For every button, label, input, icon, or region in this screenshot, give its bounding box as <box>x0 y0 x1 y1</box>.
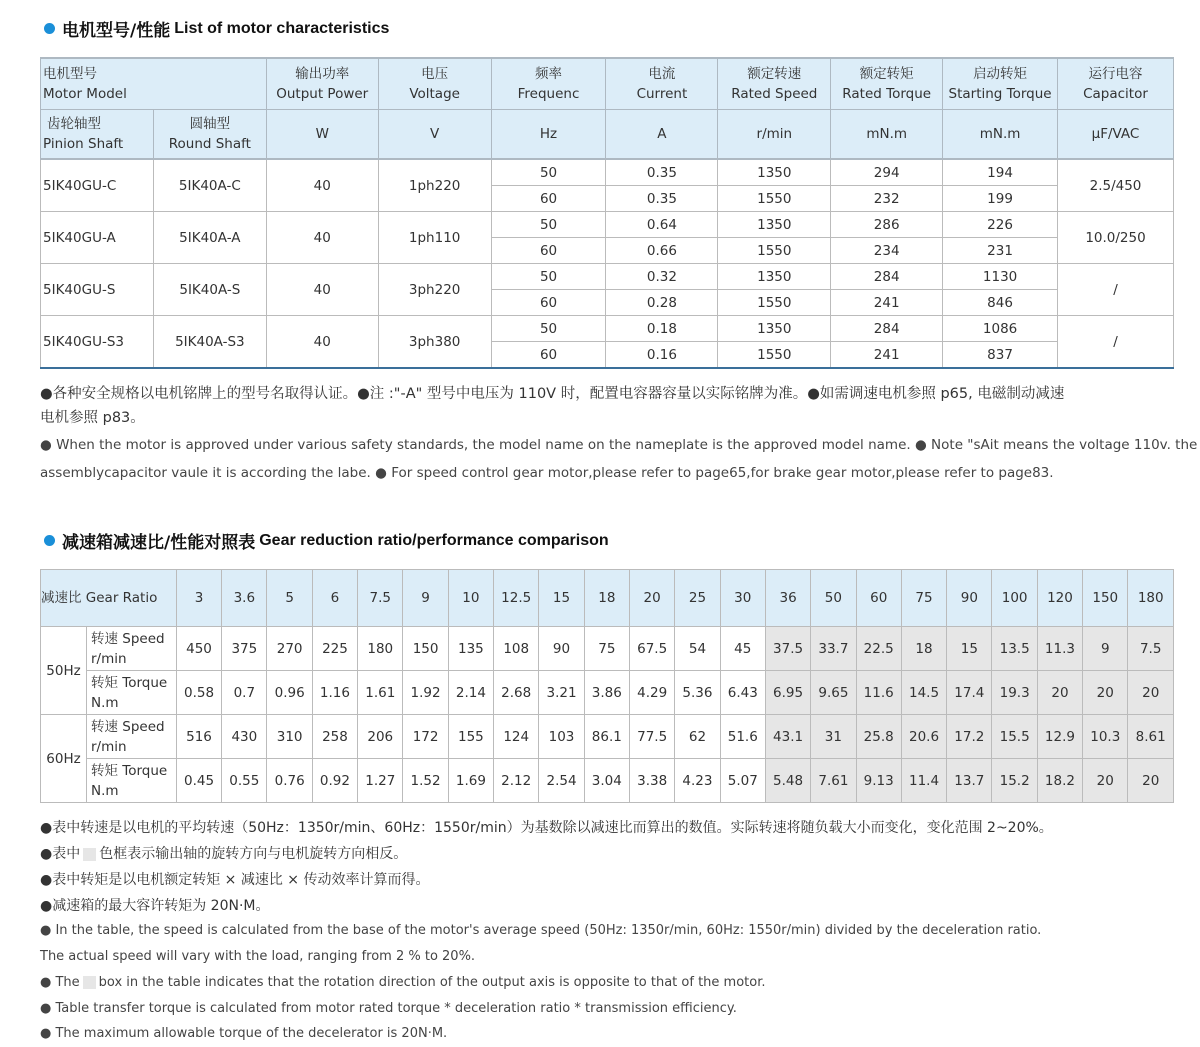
ratio-cell: 3 <box>176 570 221 627</box>
bullet-icon <box>44 535 55 546</box>
speed-value-cell: 13.5 <box>992 627 1037 671</box>
header-output-power: 输出功率 Output Power <box>266 58 378 110</box>
speed-value-cell: 15.5 <box>992 715 1037 759</box>
torque-value-cell: 3.86 <box>584 671 629 715</box>
note2-en-5: ● The maximum allowable torque of the decelerator is 20N·M. <box>40 1026 448 1041</box>
motor-characteristics-table <box>40 57 1174 369</box>
unit-hz: Hz <box>491 110 606 160</box>
unit-v: V <box>378 110 491 160</box>
gear-ratio-table <box>40 569 1174 803</box>
ratio-cell: 180 <box>1128 570 1174 627</box>
torque-value-cell: 14.5 <box>901 671 946 715</box>
torque-value-cell: 4.29 <box>629 671 674 715</box>
torque-value-cell: 6.43 <box>720 671 765 715</box>
cell-freq: 50 <box>491 316 606 342</box>
speed-value-cell: 25.8 <box>856 715 901 759</box>
cell-speed: 1350 <box>718 212 831 238</box>
ratio-cell: 75 <box>901 570 946 627</box>
speed-value-cell: 150 <box>403 627 448 671</box>
speed-value-cell: 31 <box>811 715 856 759</box>
ratio-cell: 5 <box>267 570 312 627</box>
torque-label: 转矩 Torque N.m <box>86 671 176 715</box>
model-voltage: 3ph380 <box>378 316 491 369</box>
speed-value-cell: 90 <box>539 627 584 671</box>
header-round-shaft: 圆轴型 Round Shaft <box>153 110 266 160</box>
model-power: 40 <box>266 159 378 212</box>
cell-current: 0.35 <box>606 159 718 186</box>
model-round: 5IK40A-A <box>153 212 266 264</box>
speed-value-cell: 108 <box>494 627 539 671</box>
model-pinion: 5IK40GU-C <box>41 159 154 212</box>
speed-value-cell: 20.6 <box>901 715 946 759</box>
torque-value-cell: 0.92 <box>312 759 357 803</box>
cell-speed: 1550 <box>718 186 831 212</box>
note-en-1: ● When the motor is approved under various safety standards, the model name on the nameplate is the approved model name. ● Note "sAit means the voltage 110v. the <box>40 437 1198 453</box>
cell-start: 231 <box>943 238 1058 264</box>
unit-mnm: mN.m <box>831 110 943 160</box>
torque-value-cell: 3.21 <box>539 671 584 715</box>
speed-value-cell: 22.5 <box>856 627 901 671</box>
cell-start: 846 <box>943 290 1058 316</box>
speed-value-cell: 180 <box>358 627 403 671</box>
torque-value-cell: 20 <box>1083 671 1128 715</box>
torque-value-cell: 20 <box>1128 759 1174 803</box>
torque-value-cell: 19.3 <box>992 671 1037 715</box>
speed-value-cell: 7.5 <box>1128 627 1174 671</box>
torque-value-cell: 2.68 <box>494 671 539 715</box>
model-round: 5IK40A-S <box>153 264 266 316</box>
model-round: 5IK40A-C <box>153 159 266 212</box>
model-power: 40 <box>266 264 378 316</box>
ratio-cell: 10 <box>448 570 493 627</box>
note2-en-3: ● The box in the table indicates that the rotation direction of the output axis is opposite to that of the motor. <box>40 975 766 990</box>
model-power: 40 <box>266 316 378 369</box>
speed-value-cell: 33.7 <box>811 627 856 671</box>
torque-value-cell: 1.61 <box>358 671 403 715</box>
ratio-cell: 100 <box>992 570 1037 627</box>
speed-value-cell: 10.3 <box>1083 715 1128 759</box>
ratio-cell: 15 <box>539 570 584 627</box>
model-pinion: 5IK40GU-S3 <box>41 316 154 369</box>
note-cn-2: 电机参照 p83。 <box>40 410 145 426</box>
cell-start: 199 <box>943 186 1058 212</box>
torque-value-cell: 0.7 <box>222 671 267 715</box>
ratio-cell: 18 <box>584 570 629 627</box>
torque-value-cell: 0.45 <box>176 759 221 803</box>
speed-value-cell: 270 <box>267 627 312 671</box>
torque-value-cell: 1.16 <box>312 671 357 715</box>
ratio-cell: 90 <box>947 570 992 627</box>
speed-value-cell: 206 <box>358 715 403 759</box>
section2-title-cn: 减速箱减速比/性能对照表 <box>62 533 256 553</box>
note2-en-4: ● Table transfer torque is calculated from motor rated torque * deceleration ratio * transmission efficiency. <box>40 1001 737 1016</box>
note2-cn-2: ●表中 色框表示输出轴的旋转方向与电机旋转方向相反。 <box>40 846 408 862</box>
model-capacitor: / <box>1058 264 1174 316</box>
bullet-icon <box>44 23 55 34</box>
speed-value-cell: 430 <box>222 715 267 759</box>
speed-value-cell: 12.9 <box>1037 715 1082 759</box>
torque-value-cell: 3.38 <box>629 759 674 803</box>
note2-cn-3: ●表中转矩是以电机额定转矩 × 减速比 × 传动效率计算而得。 <box>40 872 430 888</box>
note-cn-1: ●各种安全规格以电机铭牌上的型号名取得认证。●注 :"-A" 型号中电压为 110V 时，配置电容器容量以实际铭牌为准。●如需调速电机参照 p65, 电磁制动减速 <box>40 386 1065 402</box>
speed-value-cell: 135 <box>448 627 493 671</box>
speed-value-cell: 37.5 <box>765 627 810 671</box>
speed-value-cell: 258 <box>312 715 357 759</box>
speed-value-cell: 15 <box>947 627 992 671</box>
torque-value-cell: 0.58 <box>176 671 221 715</box>
torque-value-cell: 1.52 <box>403 759 448 803</box>
header-current: 电流 Current <box>606 58 718 110</box>
torque-value-cell: 0.96 <box>267 671 312 715</box>
ratio-cell: 6 <box>312 570 357 627</box>
cell-freq: 50 <box>491 264 606 290</box>
shade-box-icon <box>83 976 96 989</box>
ratio-cell: 120 <box>1037 570 1082 627</box>
unit-rpm: r/min <box>718 110 831 160</box>
unit-capacitor: μF/VAC <box>1058 110 1174 160</box>
speed-value-cell: 67.5 <box>629 627 674 671</box>
torque-label: 转矩 Torque N.m <box>86 759 176 803</box>
cell-current: 0.16 <box>606 342 718 369</box>
torque-value-cell: 20 <box>1128 671 1174 715</box>
unit-w: W <box>266 110 378 160</box>
model-voltage: 1ph110 <box>378 212 491 264</box>
speed-value-cell: 43.1 <box>765 715 810 759</box>
torque-value-cell: 1.92 <box>403 671 448 715</box>
ratio-cell: 7.5 <box>358 570 403 627</box>
speed-value-cell: 54 <box>675 627 720 671</box>
ratio-cell: 9 <box>403 570 448 627</box>
speed-value-cell: 155 <box>448 715 493 759</box>
ratio-label: 减速比 Gear Ratio <box>41 570 177 627</box>
model-capacitor: 10.0/250 <box>1058 212 1174 264</box>
cell-speed: 1350 <box>718 159 831 186</box>
speed-value-cell: 450 <box>176 627 221 671</box>
torque-value-cell: 4.23 <box>675 759 720 803</box>
ratio-cell: 50 <box>811 570 856 627</box>
speed-value-cell: 62 <box>675 715 720 759</box>
cell-torque: 286 <box>831 212 943 238</box>
frequency-label: 50Hz <box>41 627 87 715</box>
cell-current: 0.35 <box>606 186 718 212</box>
header-pinion-shaft: 齿轮轴型 Pinion Shaft <box>41 110 154 160</box>
speed-value-cell: 51.6 <box>720 715 765 759</box>
ratio-cell: 20 <box>629 570 674 627</box>
cell-speed: 1550 <box>718 342 831 369</box>
speed-label: 转速 Speed r/min <box>86 627 176 671</box>
cell-current: 0.28 <box>606 290 718 316</box>
torque-value-cell: 5.07 <box>720 759 765 803</box>
model-round: 5IK40A-S3 <box>153 316 266 369</box>
section2-title-en: Gear reduction ratio/performance comparison <box>259 531 609 549</box>
cell-speed: 1550 <box>718 290 831 316</box>
cell-freq: 60 <box>491 238 606 264</box>
unit-mnm-2: mN.m <box>943 110 1058 160</box>
speed-value-cell: 103 <box>539 715 584 759</box>
unit-a: A <box>606 110 718 160</box>
torque-value-cell: 5.48 <box>765 759 810 803</box>
speed-value-cell: 124 <box>494 715 539 759</box>
speed-value-cell: 86.1 <box>584 715 629 759</box>
section1-title-en: List of motor characteristics <box>174 19 390 37</box>
speed-value-cell: 375 <box>222 627 267 671</box>
torque-value-cell: 13.7 <box>947 759 992 803</box>
torque-value-cell: 15.2 <box>992 759 1037 803</box>
speed-value-cell: 75 <box>584 627 629 671</box>
speed-value-cell: 8.61 <box>1128 715 1174 759</box>
model-capacitor: 2.5/450 <box>1058 159 1174 212</box>
torque-value-cell: 2.54 <box>539 759 584 803</box>
speed-value-cell: 516 <box>176 715 221 759</box>
speed-value-cell: 18 <box>901 627 946 671</box>
cell-freq: 60 <box>491 342 606 369</box>
cell-speed: 1550 <box>718 238 831 264</box>
ratio-cell: 150 <box>1083 570 1128 627</box>
model-voltage: 3ph220 <box>378 264 491 316</box>
note2-en-2: The actual speed will vary with the load, ranging from 2 % to 20%. <box>40 949 476 964</box>
cell-torque: 234 <box>831 238 943 264</box>
torque-value-cell: 3.04 <box>584 759 629 803</box>
torque-value-cell: 2.14 <box>448 671 493 715</box>
ratio-cell: 25 <box>675 570 720 627</box>
cell-speed: 1350 <box>718 264 831 290</box>
cell-freq: 50 <box>491 159 606 186</box>
note-en-2: assemblycapacitor vaule it is according the labe. ● For speed control gear motor,please refer to page65,for brake gear motor,please refer to page83. <box>40 465 1054 481</box>
cell-freq: 50 <box>491 212 606 238</box>
note2-en-1: ● In the table, the speed is calculated from the base of the motor's average speed (50Hz: 1350r/min, 60Hz: 1550r/min) divided by the deceleration ratio. <box>40 923 1042 938</box>
speed-value-cell: 225 <box>312 627 357 671</box>
torque-value-cell: 20 <box>1083 759 1128 803</box>
model-pinion: 5IK40GU-A <box>41 212 154 264</box>
frequency-label: 60Hz <box>41 715 87 803</box>
speed-value-cell: 11.3 <box>1037 627 1082 671</box>
speed-value-cell: 172 <box>403 715 448 759</box>
ratio-cell: 30 <box>720 570 765 627</box>
cell-torque: 284 <box>831 264 943 290</box>
torque-value-cell: 9.65 <box>811 671 856 715</box>
cell-torque: 284 <box>831 316 943 342</box>
header-motor-model: 电机型号 Motor Model <box>41 58 267 110</box>
torque-value-cell: 6.95 <box>765 671 810 715</box>
torque-value-cell: 18.2 <box>1037 759 1082 803</box>
torque-value-cell: 0.55 <box>222 759 267 803</box>
torque-value-cell: 7.61 <box>811 759 856 803</box>
cell-current: 0.32 <box>606 264 718 290</box>
speed-value-cell: 9 <box>1083 627 1128 671</box>
cell-freq: 60 <box>491 186 606 212</box>
torque-value-cell: 2.12 <box>494 759 539 803</box>
header-rated-torque: 额定转矩 Rated Torque <box>831 58 943 110</box>
header-frequency: 频率 Frequenc <box>491 58 606 110</box>
section1-title <box>44 16 389 41</box>
model-power: 40 <box>266 212 378 264</box>
torque-value-cell: 0.76 <box>267 759 312 803</box>
cell-torque: 294 <box>831 159 943 186</box>
cell-torque: 241 <box>831 290 943 316</box>
cell-current: 0.66 <box>606 238 718 264</box>
cell-freq: 60 <box>491 290 606 316</box>
speed-value-cell: 77.5 <box>629 715 674 759</box>
torque-value-cell: 17.4 <box>947 671 992 715</box>
shade-box-icon <box>83 848 96 861</box>
cell-start: 837 <box>943 342 1058 369</box>
cell-current: 0.64 <box>606 212 718 238</box>
section1-title-cn: 电机型号/性能 <box>62 21 171 41</box>
model-capacitor: / <box>1058 316 1174 369</box>
section2-title <box>44 528 609 553</box>
speed-value-cell: 17.2 <box>947 715 992 759</box>
cell-start: 194 <box>943 159 1058 186</box>
header-rated-speed: 额定转速 Rated Speed <box>718 58 831 110</box>
cell-start: 1130 <box>943 264 1058 290</box>
ratio-cell: 3.6 <box>222 570 267 627</box>
cell-current: 0.18 <box>606 316 718 342</box>
speed-label: 转速 Speed r/min <box>86 715 176 759</box>
ratio-cell: 36 <box>765 570 810 627</box>
cell-torque: 241 <box>831 342 943 369</box>
model-pinion: 5IK40GU-S <box>41 264 154 316</box>
header-voltage: 电压 Voltage <box>378 58 491 110</box>
cell-torque: 232 <box>831 186 943 212</box>
model-voltage: 1ph220 <box>378 159 491 212</box>
header-starting-torque: 启动转矩 Starting Torque <box>943 58 1058 110</box>
torque-value-cell: 1.69 <box>448 759 493 803</box>
torque-value-cell: 9.13 <box>856 759 901 803</box>
note2-cn-4: ●减速箱的最大容许转矩为 20N·M。 <box>40 898 270 914</box>
header-capacitor: 运行电容 Capacitor <box>1058 58 1174 110</box>
ratio-cell: 60 <box>856 570 901 627</box>
torque-value-cell: 1.27 <box>358 759 403 803</box>
ratio-cell: 12.5 <box>494 570 539 627</box>
cell-speed: 1350 <box>718 316 831 342</box>
torque-value-cell: 5.36 <box>675 671 720 715</box>
note2-cn-1: ●表中转速是以电机的平均转速（50Hz：1350r/min、60Hz：1550r/min）为基数除以减速比而算出的数值。实际转速将随负载大小而变化，变化范围 2~20%。 <box>40 820 1053 836</box>
cell-start: 226 <box>943 212 1058 238</box>
speed-value-cell: 45 <box>720 627 765 671</box>
speed-value-cell: 310 <box>267 715 312 759</box>
torque-value-cell: 20 <box>1037 671 1082 715</box>
torque-value-cell: 11.6 <box>856 671 901 715</box>
torque-value-cell: 11.4 <box>901 759 946 803</box>
cell-start: 1086 <box>943 316 1058 342</box>
